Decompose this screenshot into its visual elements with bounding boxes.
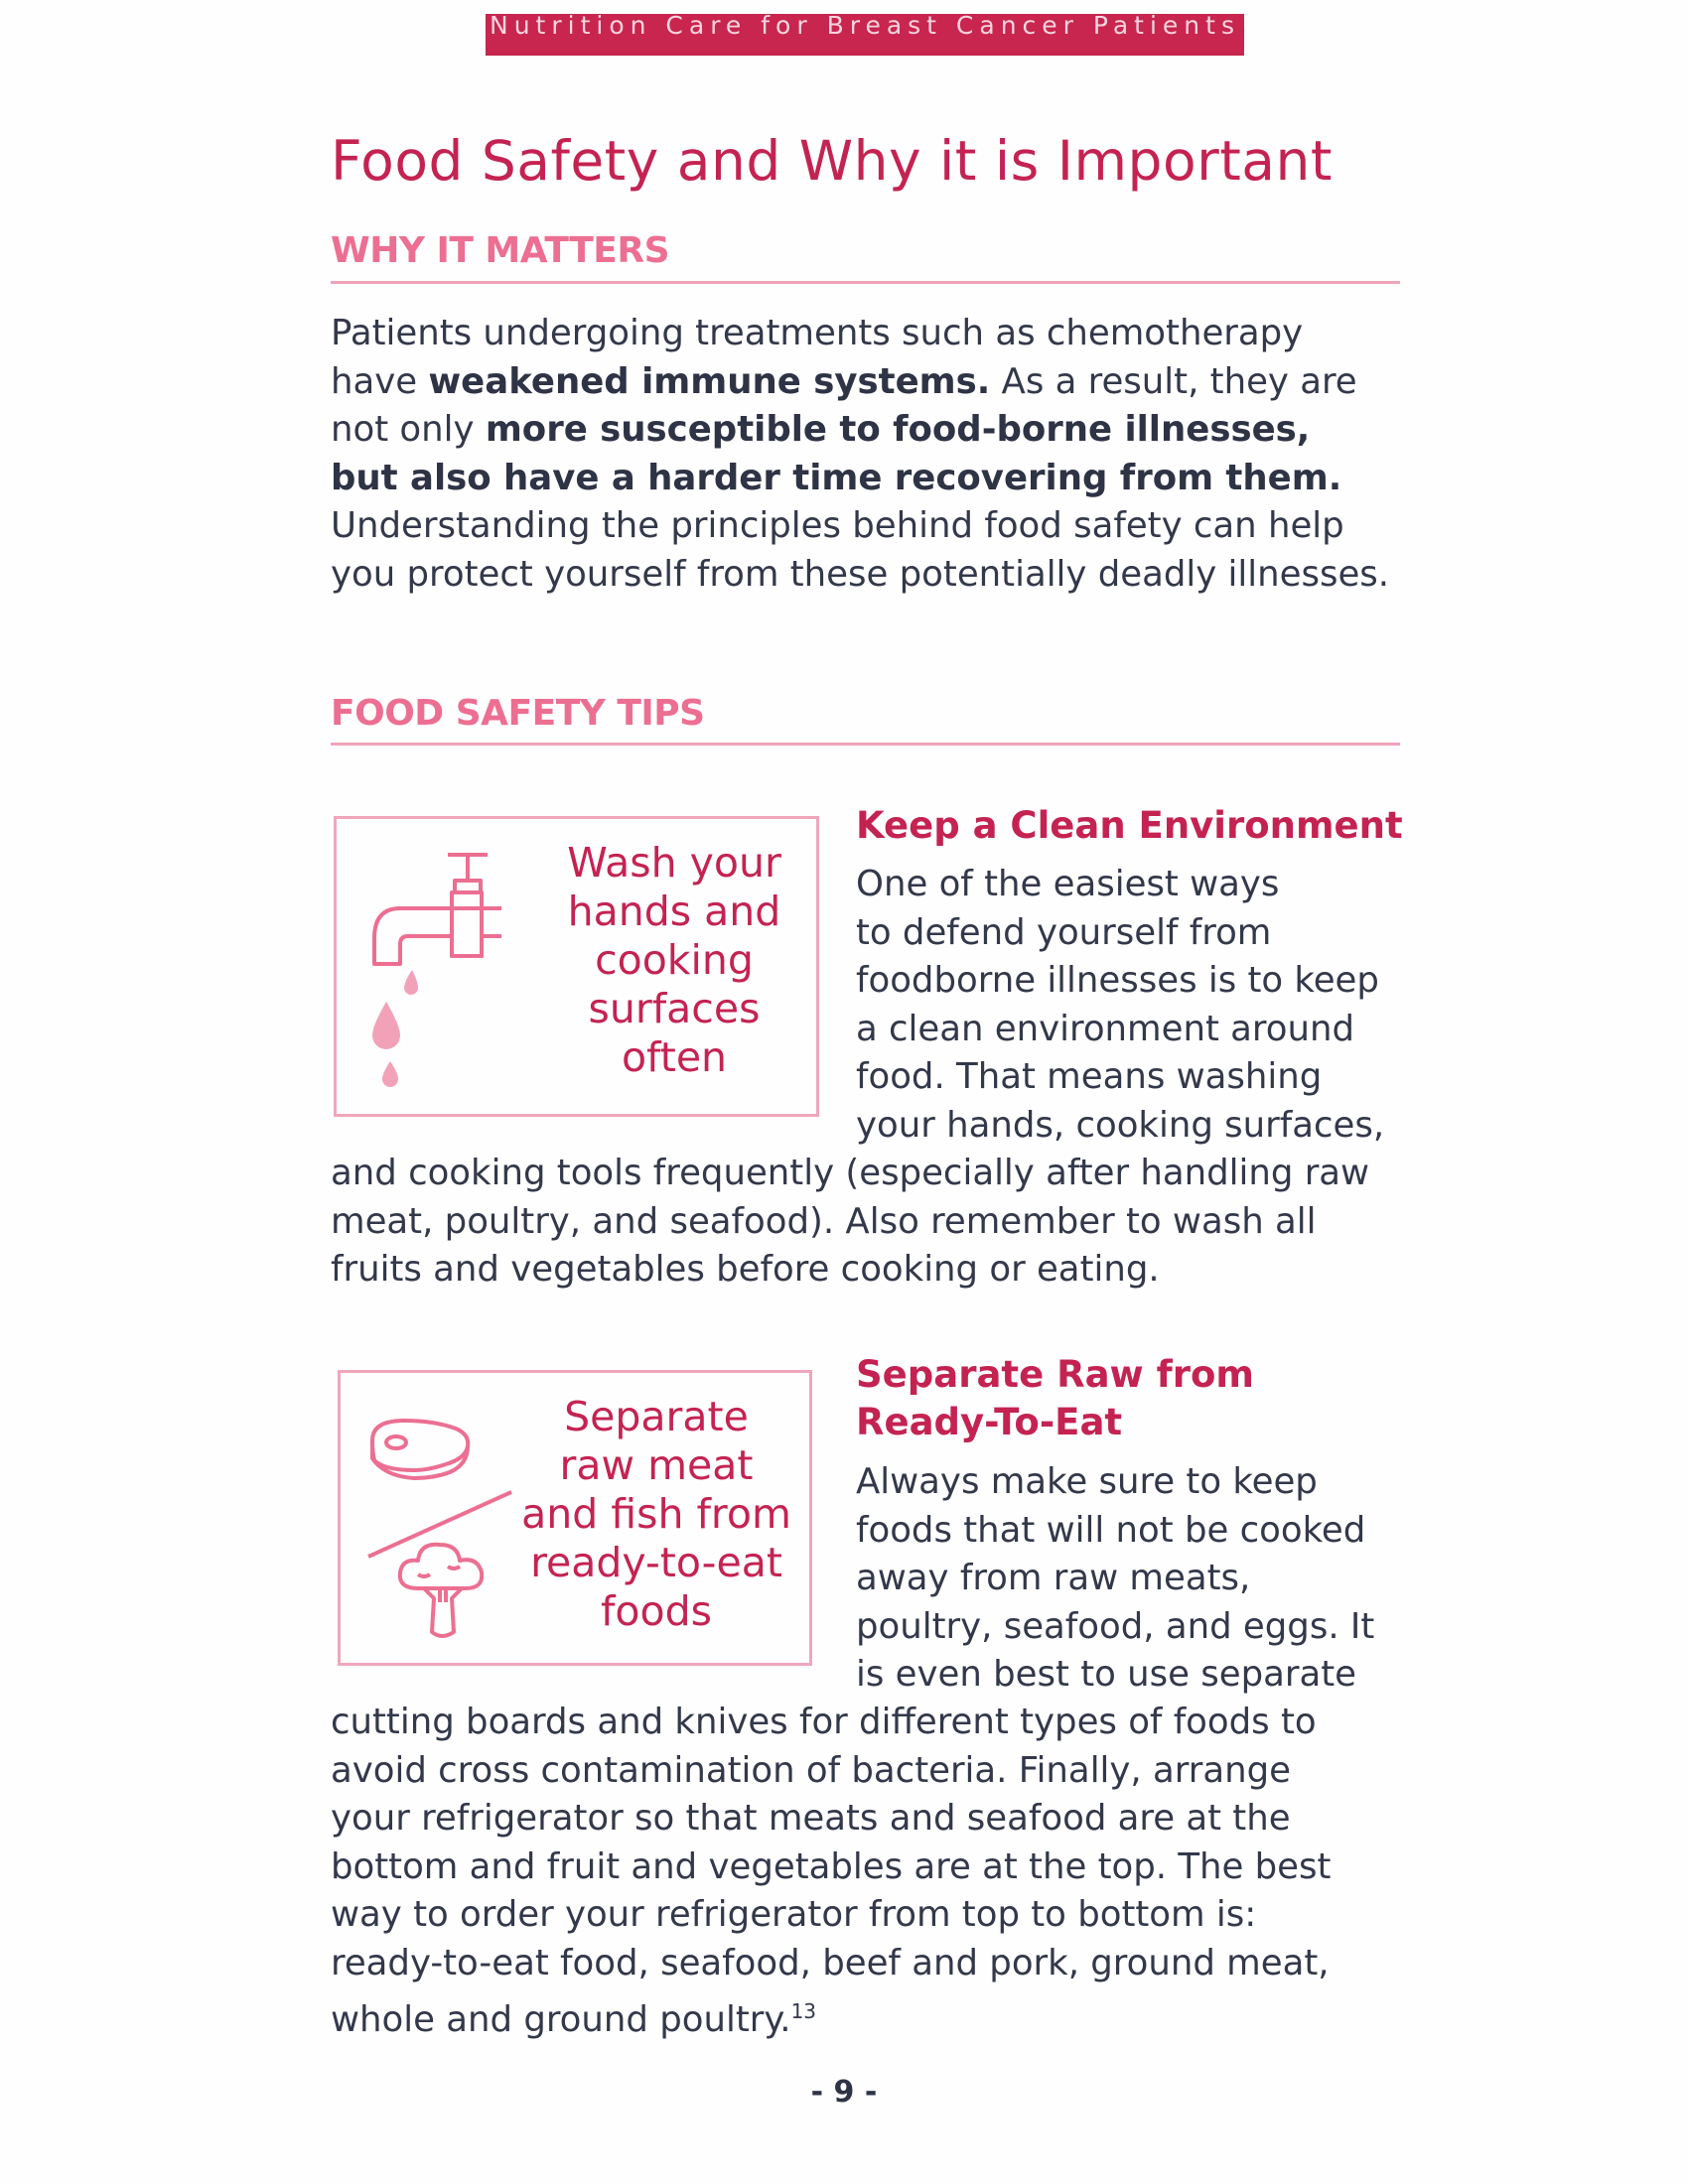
caption-line: often [621,1033,728,1081]
body-line: ready-to-eat food, seafood, beef and pork, ground meat, [331,1942,1330,1983]
tip-card-caption [535,839,813,1082]
caption-line: cooking [595,936,754,984]
footnote-reference[interactable]: 13 [790,1999,817,2023]
tip-heading-separate-raw [856,1351,1254,1446]
caption-line: ready-to-eat [530,1539,782,1586]
body-line: way to order your refrigerator from top to bottom is: [331,1894,1257,1935]
body-line: foodborne illnesses is to keep [856,960,1379,1001]
paragraph-line [331,358,1413,407]
heading-line: Ready-To-Eat [856,1401,1123,1443]
tip-body-clean-environment-side [856,861,1412,1150]
caption-line: foods [601,1587,712,1635]
paragraph-line [331,406,1413,455]
plain-text: have [331,360,429,402]
why-it-matters-paragraph [331,310,1413,599]
body-line: bottom and fruit and vegetables are at the top. The best [331,1845,1332,1887]
section-heading-food-safety-tips: FOOD SAFETY TIPS [331,693,705,734]
heading-line: Separate Raw from [856,1353,1254,1396]
page-title: Food Safety and Why it is Important [331,129,1333,193]
page-number: - 9 - [810,2075,878,2110]
paragraph-line [331,551,1413,600]
paragraph-line [331,502,1413,551]
body-line: is even best to use separate [856,1654,1356,1695]
paragraph-line [331,455,1413,503]
emphasis-text: weakened immune systems. [428,360,991,402]
caption-line: hands and [567,887,781,935]
tip-card-wash-hands [334,816,819,1117]
body-line: food. That means washing [856,1056,1323,1097]
section-heading-why-it-matters: WHY IT MATTERS [331,230,669,271]
body-line: Always make sure to keep [856,1461,1318,1502]
body-line [331,1987,1413,2044]
body-line: fruits and vegetables before cooking or eating. [331,1249,1160,1290]
caption-line: surfaces [588,985,761,1032]
body-line: avoid cross contamination of bacteria. Finally, arrange [331,1749,1291,1791]
running-header [486,14,1244,56]
body-line: foods that will not be cooked [856,1509,1366,1551]
tip-body-clean-environment-full [331,1150,1413,1295]
caption-line: Wash your [567,839,781,887]
emphasis-text: but also have a harder time recovering from them. [331,457,1342,498]
running-header-text: Nutrition Care for Breast Cancer Patients [490,14,1240,40]
body-line: poultry, seafood, and eggs. It [856,1605,1375,1647]
plain-text: Patients undergoing treatments such as chemotherapy [331,313,1304,353]
tip-heading-clean-environment: Keep a Clean Environment [856,804,1403,847]
caption-line: raw meat [559,1441,754,1489]
tip-body-separate-raw-full [331,1699,1413,2044]
section-divider [331,281,1400,284]
plain-text: you protect yourself from these potentially deadly illnesses. [331,553,1390,595]
plain-text: Understanding the principles behind food safety can help [331,505,1344,546]
body-line: to defend yourself from [856,911,1272,953]
caption-line: and fish from [521,1490,791,1538]
section-divider [331,743,1400,746]
caption-line: Separate [564,1393,749,1440]
body-line: and cooking tools frequently (especially after handling raw [331,1153,1370,1193]
plain-text: As a result, they are [990,360,1357,402]
body-line: your refrigerator so that meats and seafood are at the [331,1798,1291,1839]
paragraph-line [331,310,1413,358]
broccoli-icon [388,1537,497,1646]
body-line: a clean environment around [856,1008,1354,1049]
plain-text: not only [331,409,486,450]
tip-card-separate-raw [338,1370,812,1666]
last-line-text: whole and ground poultry. [331,1998,791,2040]
tip-body-separate-raw-side [856,1458,1412,1700]
body-line: away from raw meats, [856,1558,1251,1598]
emphasis-text: more susceptible to food-borne illnesses, [485,409,1311,450]
body-line: meat, poultry, and seafood). Also remember to wash all [331,1200,1317,1242]
body-line: cutting boards and knives for different types of foods to [331,1702,1317,1742]
water-drops-icon [366,966,436,1095]
body-line: One of the easiest ways [856,864,1280,904]
tip-card-caption [507,1393,805,1636]
body-line: your hands, cooking surfaces, [856,1104,1385,1146]
